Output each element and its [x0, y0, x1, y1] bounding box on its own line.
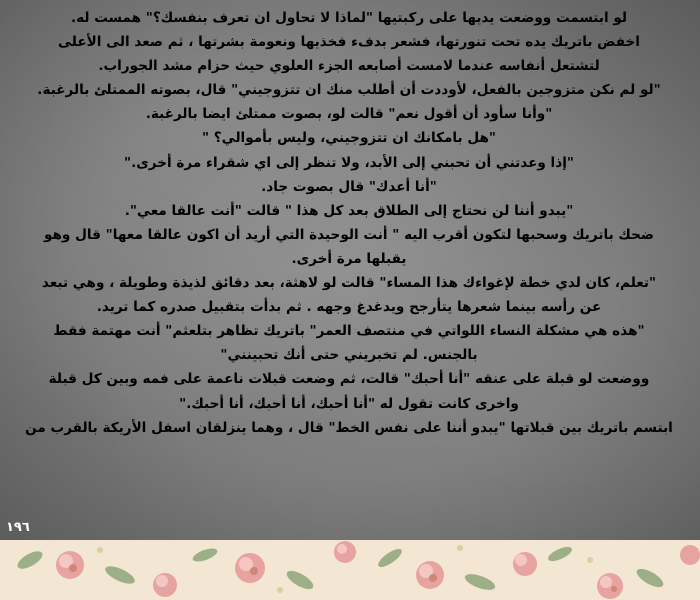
text-line: لو ابتسمت ووضعت يديها على ركبتيها "لماذا لا تحاول ان تعرف بنفسك؟" همست له. [71, 10, 627, 26]
text-line: "هذه هي مشكلة النساء اللواتي في منتصف العمر" باتريك تظاهر بتلعثم" أنت مهتمة فقط [53, 323, 645, 340]
text-line: "إذا وعدتني أن تحبني إلى الأبد، ولا تنظر إلى اي شقراء مرة أخرى." [124, 154, 574, 171]
text-line: ضحك باتريك وسحبها لتكون أقرب اليه " أنت الوحيدة التي أريد أن اكون عالقا معها" قال وهو [43, 226, 655, 243]
text-line: ووضعت لو قبلة على عنقه "أنا أحبك" قالت، ثم وضعت قبلات ناعمة على فمه وبين كل قبلة [48, 371, 650, 388]
text-line: ابتسم باتريك بين قبلاتها "يبدو أننا على نفس الخط" قال ، وهما ينزلقان اسفل الأريكة بالقرب من [25, 419, 673, 436]
text-line: يقبلها مرة أخرى. [291, 250, 407, 267]
text-line: "وأنا سأود أن أقول نعم" قالت لو، بصوت ممتلئ ايضا بالرغبة. [145, 106, 553, 123]
text-line: اخفض باتريك يده تحت تنورتها، فشعر بدفء فخذيها ونعومة بشرتها ، ثم صعد الى الأعلى [58, 34, 640, 51]
floral-border-image [0, 540, 700, 600]
text-line: بالجنس. لم تخبريني حتى أنك تحبينني" [220, 347, 478, 364]
book-text [6, 6, 692, 440]
text-line: "يبدو أننا لن نحتاج إلى الطلاق بعد كل هذا " قالت "أنت عالقا معي". [124, 202, 574, 219]
text-line: عن رأسه بينما شعرها يتأرجح ويدغدغ وجهه . ثم بدأت بتقبيل صدره كما تريد. [96, 299, 602, 316]
text-line: لتشتعل أنفاسه عندما لامست أصابعه الجزء العلوي حيث حزام مشد الجوراب. [98, 58, 600, 75]
text-line: واخرى كانت تقول له "أنا أحبك، أنا أحبك، أنا أحبك." [179, 395, 519, 412]
text-line: "هل بامكانك ان تتزوجيني، وليس بأموالي؟ " [201, 130, 497, 147]
text-line: "أنا أعدك" قال بصوت جاد. [261, 178, 437, 195]
text-line: "لو لم نكن متزوجين بالفعل، لأوددت أن أطلب منك ان تتزوجيني" قال، بصوته الممتلئ بالرغبة. [37, 82, 661, 99]
text-line: "تعلم، كان لدي خطة لإغواءك هذا المساء" قالت لو لاهثة، بعد دقائق لذيذة وطويلة ، وهي تبعد [41, 275, 657, 292]
page-number: ١٩٦ [6, 520, 30, 535]
floral-pattern [0, 540, 700, 600]
